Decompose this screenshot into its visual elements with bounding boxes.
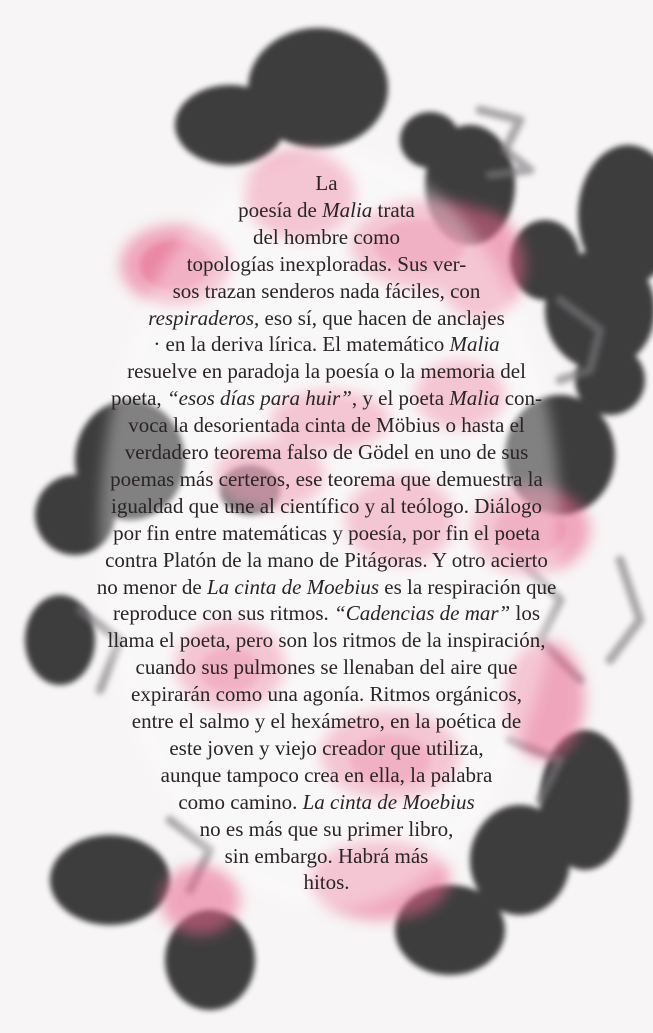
text-line bbox=[0, 681, 653, 707]
text-line bbox=[0, 627, 653, 653]
text-segment: La bbox=[315, 171, 338, 195]
text-line bbox=[0, 439, 653, 465]
text-line bbox=[0, 170, 653, 196]
text-line bbox=[0, 385, 653, 411]
text-line bbox=[0, 762, 653, 788]
italic-segment: “esos días para huir” bbox=[166, 386, 352, 411]
text-segment: poeta, bbox=[110, 386, 167, 411]
italic-segment: Malia bbox=[322, 197, 373, 222]
italic-segment: “Cadencias de mar” bbox=[334, 601, 511, 626]
text-line bbox=[0, 574, 653, 600]
text-segment: , eso sí, que hacen de anclajes bbox=[254, 305, 505, 330]
italic-segment: Malia bbox=[449, 386, 500, 411]
text-segment: por fin entre matemáticas y poesía, por fin el poeta bbox=[113, 520, 540, 545]
text-segment: verdadero teorema falso de Gödel en uno de sus bbox=[124, 440, 529, 464]
text-segment: poesía de bbox=[238, 197, 323, 222]
text-segment: entre el salmo y el hexámetro, en la poética de bbox=[131, 709, 522, 733]
text-line bbox=[0, 466, 653, 492]
text-line bbox=[0, 843, 653, 869]
text-segment: no es más que su primer libro, bbox=[199, 816, 454, 841]
text-segment: es la respiración que bbox=[379, 574, 557, 599]
text-segment: , y el poeta bbox=[351, 386, 450, 411]
text-segment: · en la deriva lírica. El matemático bbox=[153, 332, 450, 357]
text-line bbox=[0, 654, 653, 680]
text-line bbox=[0, 600, 653, 626]
text-line bbox=[0, 735, 653, 761]
text-line bbox=[0, 412, 653, 438]
text-segment: como camino. bbox=[178, 789, 303, 814]
text-line bbox=[0, 278, 653, 304]
text-segment: igualdad que une al científico y al teólogo. Diálogo bbox=[111, 493, 542, 518]
text-segment: resuelve en paradoja la poesía o la memoria del bbox=[127, 359, 526, 384]
text-line bbox=[0, 708, 653, 734]
text-segment: no menor de bbox=[96, 574, 207, 599]
text-segment: reproduce con sus ritmos. bbox=[113, 601, 335, 626]
text-segment: los bbox=[510, 601, 540, 626]
text-line bbox=[0, 816, 653, 842]
text-segment: cuando sus pulmones se llenaban del aire que bbox=[135, 655, 518, 680]
italic-segment: La cinta de Moebius bbox=[206, 574, 380, 599]
text-segment: expirarán como una agonía. Ritmos orgánicos, bbox=[131, 682, 522, 707]
text-segment: aunque tampoco crea en ella, la palabra bbox=[160, 762, 493, 787]
text-segment: topologías inexploradas. Sus ver- bbox=[186, 251, 467, 276]
text-segment: con- bbox=[499, 386, 543, 411]
text-segment: sin embargo. Habrá más bbox=[224, 843, 429, 868]
text-line bbox=[0, 251, 653, 277]
text-line bbox=[0, 224, 653, 250]
text-line bbox=[0, 358, 653, 384]
text-segment: voca la desorientada cinta de Möbius o hasta el bbox=[128, 413, 525, 438]
text-line bbox=[0, 493, 653, 519]
italic-segment: Malia bbox=[449, 332, 500, 357]
text-line bbox=[0, 789, 653, 815]
text-segment: este joven y viejo creador que utiliza, bbox=[169, 735, 484, 760]
text-segment: trata bbox=[372, 197, 415, 222]
italic-segment: respiraderos bbox=[148, 305, 255, 330]
text-segment: contra Platón de la mano de Pitágoras. Y otro acierto bbox=[105, 547, 548, 572]
text-line bbox=[0, 305, 653, 331]
text-line bbox=[0, 869, 653, 895]
text-line bbox=[0, 331, 653, 357]
text-segment: sos trazan senderos nada fáciles, con bbox=[172, 278, 481, 303]
text-segment: hitos. bbox=[303, 870, 350, 895]
text-line bbox=[0, 547, 653, 573]
text-line bbox=[0, 520, 653, 546]
italic-segment: La cinta de Moebius bbox=[302, 789, 475, 814]
text-segment: poemas más certeros, ese teorema que demuestra la bbox=[110, 466, 543, 491]
text-line bbox=[0, 197, 653, 223]
text-segment: del hombre como bbox=[253, 224, 400, 249]
text-segment: llama el poeta, pero son los ritmos de la inspiración, bbox=[107, 628, 546, 653]
